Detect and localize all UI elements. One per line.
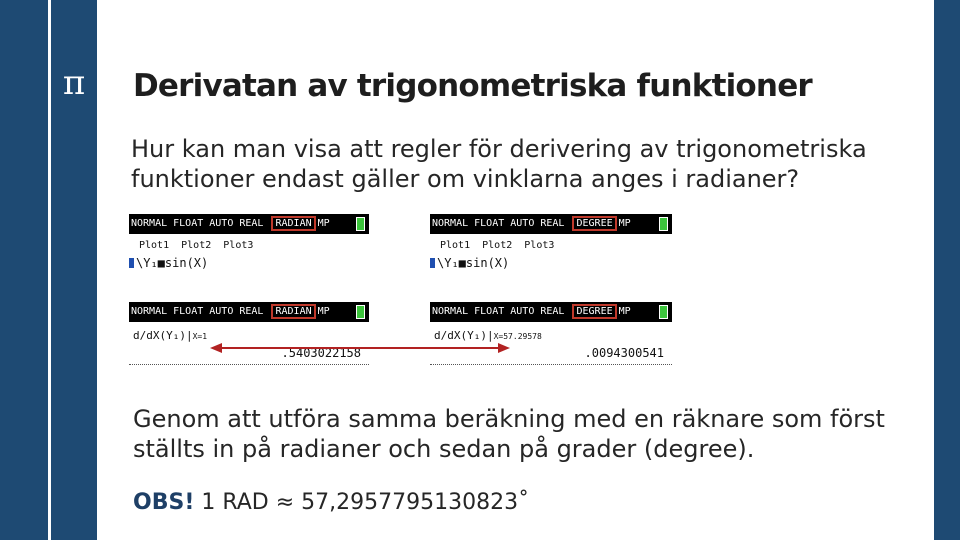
derivative-result: .0094300541 [584,346,664,360]
status-suffix: MP [618,218,631,229]
plot-labels: Plot1 Plot2 Plot3 [440,240,555,251]
obs-note [133,490,529,515]
status-suffix: MP [618,306,631,317]
status-suffix: MP [317,218,330,229]
derivative-operator: d/dX(Y₁)| [434,329,494,342]
status-prefix: NORMAL FLOAT AUTO REAL [131,218,264,229]
status-prefix: NORMAL FLOAT AUTO REAL [432,218,565,229]
mode-radian-highlight: RADIAN [271,216,315,231]
derivative-result: .5403022158 [281,346,361,360]
question-text: Hur kan man visa att regler för derivering av trigonometriska funktioner endast gäller om vinklarna anges i radianer? [131,135,867,193]
equation-text: \Y₁■sin(X) [437,256,510,270]
evaluation-point: X=57.29578 [493,332,542,341]
slide-title: Derivatan av trigonometriska funktioner [133,68,812,104]
mode-degree-highlight: DEGREE [572,216,616,231]
derivative-operator: d/dX(Y₁)| [133,329,193,342]
evaluation-point: X=1 [192,332,208,341]
status-suffix: MP [317,306,330,317]
mode-radian-highlight: RADIAN [271,304,315,319]
body-paragraph: Genom att utföra samma beräkning med en räknare som först ställts in på radianer och sedan på grader (degree). [133,405,885,463]
pi-logo-icon: π [62,63,86,103]
status-prefix: NORMAL FLOAT AUTO REAL [131,306,264,317]
obs-text: 1 RAD ≈ 57,2957795130823˚ [194,490,530,515]
plot-labels: Plot1 Plot2 Plot3 [139,240,254,251]
status-prefix: NORMAL FLOAT AUTO REAL [432,306,565,317]
obs-label: OBS! [133,490,195,515]
equation-text: \Y₁■sin(X) [136,256,209,270]
mode-degree-highlight: DEGREE [572,304,616,319]
